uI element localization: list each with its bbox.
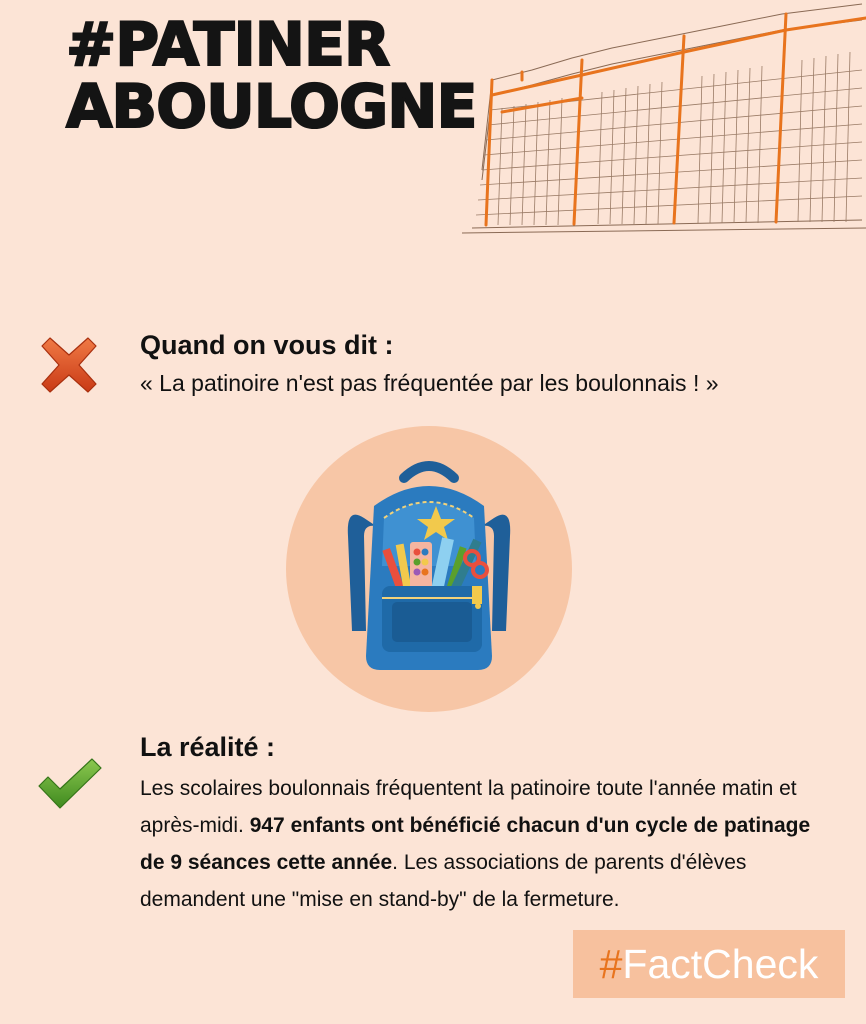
ice-rink-building-illustration: [462, 0, 866, 240]
factcheck-badge: [573, 930, 845, 998]
reality-text: [140, 770, 840, 918]
school-backpack-icon: [286, 426, 572, 712]
factcheck-hash: #: [599, 940, 623, 987]
reality-text-part-2: . Les associations de parents d'élèves demandent une "mise en stand-by" de la fermeture.: [140, 851, 747, 911]
reality-text-part-1: Les scolaires boulonnais fréquentent la patinoire toute l'année matin et après-midi.: [140, 777, 797, 837]
title-line-2: ABOULOGNE: [66, 72, 477, 142]
claim-heading: Quand on vous dit :: [140, 330, 394, 360]
page-title: [66, 10, 477, 142]
title-line-1: #PATINER: [66, 10, 390, 80]
check-mark-icon: [36, 756, 104, 812]
reality-text-highlight: 947 enfants ont bénéficié chacun d'un cycle de patinage de 9 séances cette année: [140, 814, 811, 874]
claim-quote: « La patinoire n'est pas fréquentée par les boulonnais ! »: [140, 370, 719, 396]
reality-heading: La réalité :: [140, 732, 276, 762]
cross-mark-icon: [38, 334, 100, 396]
factcheck-label: FactCheck: [622, 940, 819, 987]
